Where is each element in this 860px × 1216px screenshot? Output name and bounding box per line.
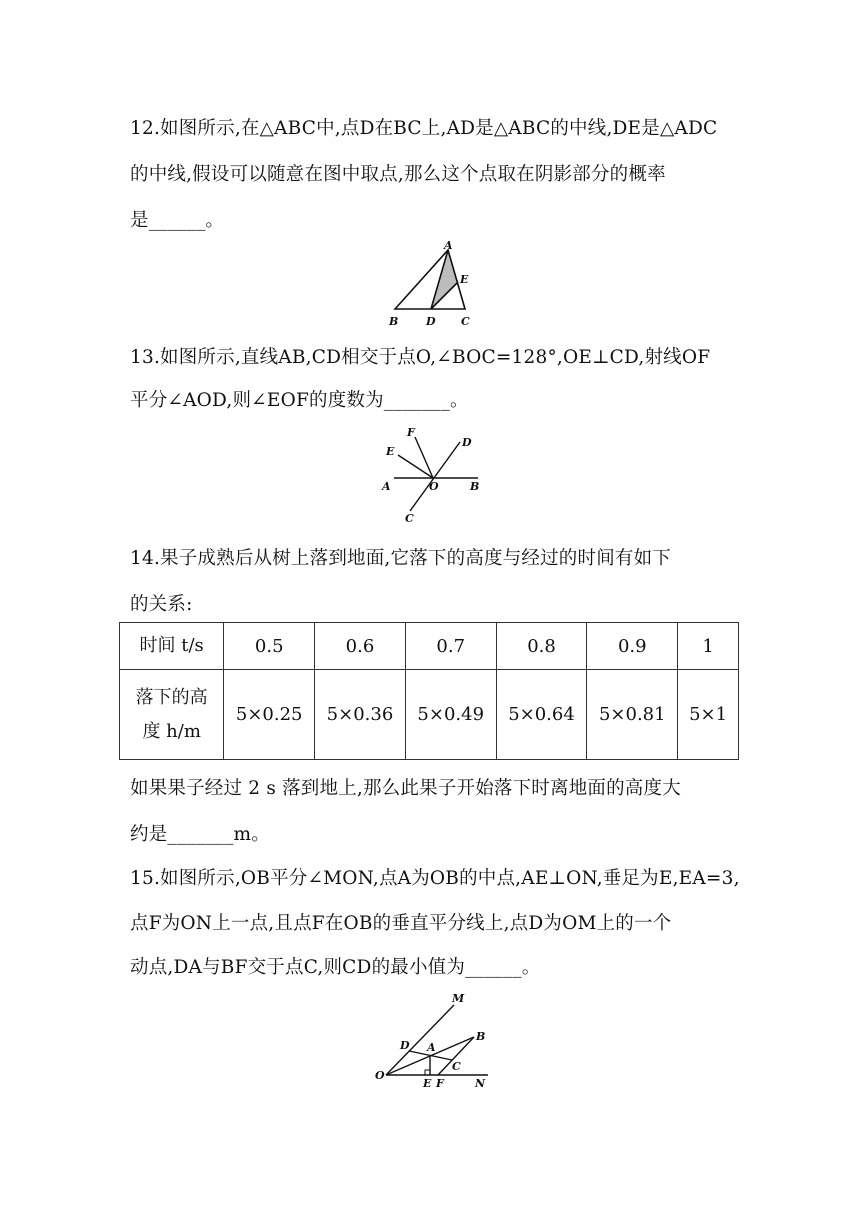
q13-angle-figure	[378, 425, 488, 525]
table-cell: 0.7	[405, 623, 496, 670]
table-header-time: 时间 t/s	[120, 623, 224, 670]
q13-label-o: O	[429, 480, 439, 493]
q13-label-f: F	[407, 426, 415, 439]
q12-label-a: A	[444, 240, 453, 252]
q15-label-a: A	[427, 1041, 436, 1054]
table-cell: 5×0.25	[224, 670, 315, 760]
table-cell: 1	[678, 623, 739, 670]
table-cell: 5×1	[678, 670, 739, 760]
table-cell: 0.5	[224, 623, 315, 670]
q13-label-e: E	[386, 445, 395, 458]
table-header-height	[120, 670, 224, 760]
q15-geometry-figure	[370, 990, 500, 1090]
q15-line-2: 点F为ON上一点,且点F在OB的垂直平分线上,点D为OM上的一个	[130, 913, 672, 934]
q14-line-2: 的关系:	[130, 594, 193, 615]
q15-line-1: 15.如图所示,OB平分∠MON,点A为OB的中点,AE⊥ON,垂足为E,EA=3,	[130, 868, 740, 889]
q13-label-a: A	[382, 480, 391, 493]
q12-label-b: B	[389, 315, 399, 328]
table-header-height-line-2: 度 h/m	[142, 720, 201, 742]
q15-label-e: E	[423, 1077, 432, 1090]
q15-ray-om	[386, 1005, 454, 1075]
table-cell: 0.6	[315, 623, 406, 670]
q15-label-o: O	[375, 1069, 385, 1082]
q12-shaded-triangle	[431, 250, 458, 309]
table-header-height-line-1: 落下的高	[135, 686, 208, 708]
table-cell: 5×0.81	[587, 670, 678, 760]
q12-label-d: D	[426, 315, 436, 328]
table-row-height	[120, 670, 739, 760]
q13-label-d: D	[462, 436, 472, 449]
q15-label-c: C	[452, 1060, 461, 1073]
q15-label-f: F	[436, 1077, 444, 1090]
q15-label-m: M	[452, 992, 465, 1005]
q14-line-3: 如果果子经过 2 s 落到地上,那么此果子开始落下时离地面的高度大	[130, 778, 681, 799]
table-cell: 5×0.49	[405, 670, 496, 760]
q13-label-b: B	[470, 480, 480, 493]
q12-triangle-figure	[385, 240, 480, 330]
table-cell: 5×0.36	[315, 670, 406, 760]
q15-label-b: B	[476, 1030, 486, 1043]
q14-line-4: 约是_______m。	[130, 824, 270, 845]
fall-height-table	[119, 622, 739, 760]
q13-line-1: 13.如图所示,直线AB,CD相交于点O,∠BOC=128°,OE⊥CD,射线OF	[130, 347, 711, 368]
q15-right-angle-mark	[425, 1070, 430, 1075]
table-row-time	[120, 623, 739, 670]
table-cell: 5×0.64	[496, 670, 587, 760]
q13-line-cd	[410, 442, 460, 511]
q12-line-2: 的中线,假设可以随意在图中取点,那么这个点取在阴影部分的概率	[130, 164, 666, 185]
q14-line-1: 14.果子成熟后从树上落到地面,它落下的高度与经过的时间有如下	[130, 548, 672, 569]
q15-label-d: D	[400, 1039, 410, 1052]
q12-label-c: C	[461, 315, 470, 328]
q12-label-e: E	[460, 273, 469, 286]
q12-line-1: 12.如图所示,在△ABC中,点D在BC上,AD是△ABC的中线,DE是△ADC	[130, 118, 718, 139]
q13-line-2: 平分∠AOD,则∠EOF的度数为_______。	[130, 390, 469, 411]
table-cell: 0.8	[496, 623, 587, 670]
table-cell: 0.9	[587, 623, 678, 670]
q15-line-3: 动点,DA与BF交于点C,则CD的最小值为______。	[130, 957, 541, 978]
q15-label-n: N	[475, 1077, 486, 1090]
q12-line-3: 是______。	[130, 210, 225, 231]
q13-label-c: C	[405, 512, 414, 525]
